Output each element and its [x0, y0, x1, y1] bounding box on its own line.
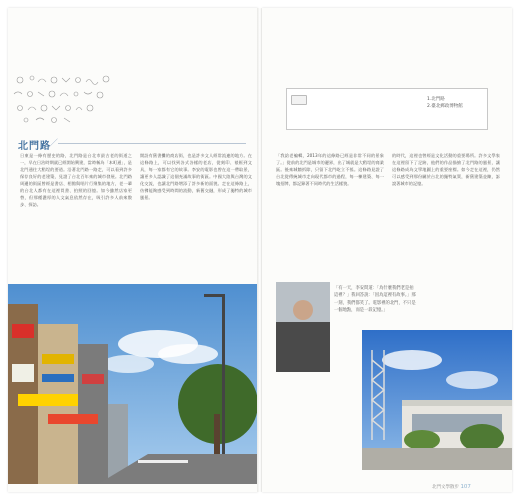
portrait-photo: [276, 282, 330, 372]
title-rule: [58, 143, 246, 144]
title-slash: ／: [48, 139, 58, 150]
right-column-2: [392, 152, 500, 278]
left-column-1: [20, 152, 132, 278]
section-title: 北門路: [18, 141, 51, 152]
right-col2-text: 的時代，這裡也曾經是文化活動的重要場所。許多文學家在這裡留下了足跡，他們的作品描繪了北門路的風景，讓這條路成為文學地圖上的重要座標。如今走在這裡，仍然可以感受到那份屬於台北的獨特氣質，新舊建築並陳，訴說著城市的記憶。: [392, 153, 500, 186]
map-legend: [427, 96, 463, 110]
pull-quote-text: 「有一天，李安問道：「為什麼我們老是拍這裡？」我回答說：「因為這裡有故事。」那一刻，我們都笑了。電影裡的北門，不只是一個地點，而是一段記憶。」: [334, 286, 416, 313]
pull-quote: [334, 285, 416, 314]
street-photo: [8, 284, 258, 484]
building-photo: [362, 330, 512, 470]
left-col1-text: 日東是一條有歷史的路，北門路是台北市最古老的街道之一，早在日治時期就已經開始興建，當時稱為「本町通」，是北門通往大稻埕的要道。沿著北門路一路走，可以看到許多保存良好的老建築，見證了台北百年來的城市發展。北門路周邊的街區曾經是書店、相館與唱片行聚集的地方，老一輩的台北人都有在這裡買書、拍照的回憶。如今雖然店家更替，但那種濃厚的人文氣息依然存在，吸引許多人前來散步、探訪。: [20, 153, 132, 207]
left-column-2: [140, 152, 252, 278]
left-col2-text: 開設有舊書攤的商店街，也是許多文人經常流連的地方。在這條路上，可以找到各式各樣的老店，從刻印、裱框到文具，每一家都有它的故事。李安的電影也曾在這一帶取景，讓更多人認識了這個充滿故事的街區。中國大陸與台灣的文化交流，也讓北門路增添了許多新的面貌。走在這條路上，彷彿能夠感受到時間的流動，新舊交融，形成了獨特的城市風景。: [140, 153, 252, 200]
map-legend-item: 2.臺北郵政博物館: [427, 104, 463, 109]
right-col1-text: 「我給老編輯，2013年的這條路已經是非常不同的景象了。」從前的北門是城市的邊界，出了城就是大稻埕的商業區。後來城牆拆除，只留下北門屹立不搖。這條路見證了台北從傳統城市走向現代都市的過程，每一棟建築、每一塊招牌，都記錄著不同時代的生活樣貌。: [276, 153, 384, 186]
doodle-decoration: [8, 70, 128, 124]
right-column-1: [276, 152, 384, 278]
location-map-box: [286, 88, 488, 130]
map-tab-icon: [291, 95, 307, 105]
map-legend-item: 1.北門路: [427, 97, 445, 102]
page-folio: [432, 484, 471, 490]
folio-label: 北門文學散步: [432, 485, 459, 490]
page-number: 107: [460, 484, 471, 490]
